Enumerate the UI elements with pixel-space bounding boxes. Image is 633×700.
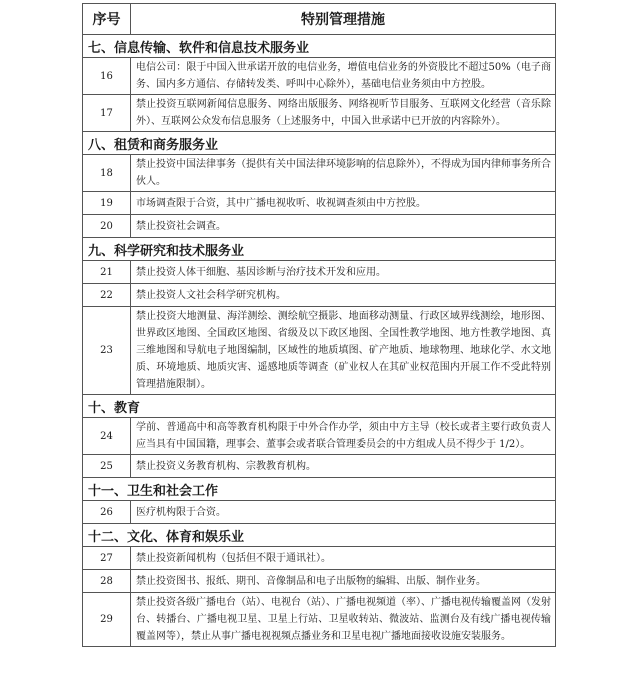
row-text: 禁止投资人文社会科学研究机构。 <box>131 284 556 307</box>
row-number: 20 <box>83 215 131 238</box>
section-title: 九、科学研究和技术服务业 <box>83 238 556 261</box>
row-text: 禁止投资社会调查。 <box>131 215 556 238</box>
row-text: 禁止投资人体干细胞、基因诊断与治疗技术开发和应用。 <box>131 261 556 284</box>
section-title: 十、教育 <box>83 395 556 418</box>
row-text: 禁止投资中国法律事务（提供有关中国法律环境影响的信息除外），不得成为国内律师事务所合伙人。 <box>131 155 556 192</box>
row-text: 医疗机构限于合资。 <box>131 501 556 524</box>
section-row <box>83 35 556 58</box>
table-row <box>83 455 556 478</box>
section-row <box>83 238 556 261</box>
special-measures-table <box>82 3 556 647</box>
row-text: 禁止投资各级广播电台（站）、电视台（站）、广播电视频道（率）、广播电视传输覆盖网（发射台、转播台、广播电视卫星、卫星上行站、卫星收转站、微波站、监测台及有线广播电视传输覆盖网等），禁止从事广播电视视频点播业务和卫星电视广播地面接收设施安装服务。 <box>131 593 556 647</box>
row-number: 28 <box>83 570 131 593</box>
row-number: 25 <box>83 455 131 478</box>
table-header-row <box>83 4 556 35</box>
row-text: 禁止投资互联网新闻信息服务、网络出版服务、网络视听节目服务、互联网文化经营（音乐除外）、互联网公众发布信息服务（上述服务中，中国入世承诺中已开放的内容除外）。 <box>131 95 556 132</box>
section-row <box>83 478 556 501</box>
row-text: 禁止投资义务教育机构、宗教教育机构。 <box>131 455 556 478</box>
row-number: 23 <box>83 307 131 395</box>
row-text: 市场调查限于合资，其中广播电视收听、收视调查须由中方控股。 <box>131 192 556 215</box>
table-row <box>83 593 556 647</box>
table-row <box>83 547 556 570</box>
row-number: 21 <box>83 261 131 284</box>
table-row <box>83 570 556 593</box>
row-number: 27 <box>83 547 131 570</box>
row-text: 禁止投资图书、报纸、期刊、音像制品和电子出版物的编辑、出版、制作业务。 <box>131 570 556 593</box>
table-row <box>83 58 556 95</box>
row-number: 26 <box>83 501 131 524</box>
table-row <box>83 307 556 395</box>
section-title: 八、租赁和商务服务业 <box>83 132 556 155</box>
table-row <box>83 261 556 284</box>
row-number: 16 <box>83 58 131 95</box>
table-row <box>83 95 556 132</box>
row-number: 19 <box>83 192 131 215</box>
header-number: 序号 <box>83 4 131 35</box>
table-row <box>83 192 556 215</box>
row-number: 17 <box>83 95 131 132</box>
row-text: 禁止投资新闻机构（包括但不限于通讯社）。 <box>131 547 556 570</box>
row-text: 电信公司：限于中国入世承诺开放的电信业务，增值电信业务的外资股比不超过50%（电子商务、国内多方通信、存储转发类、呼叫中心除外），基础电信业务须由中方控股。 <box>131 58 556 95</box>
row-number: 29 <box>83 593 131 647</box>
table-row <box>83 501 556 524</box>
section-title: 七、信息传输、软件和信息技术服务业 <box>83 35 556 58</box>
row-number: 18 <box>83 155 131 192</box>
table-row <box>83 215 556 238</box>
table-row <box>83 155 556 192</box>
row-number: 24 <box>83 418 131 455</box>
table-row <box>83 418 556 455</box>
table-row <box>83 284 556 307</box>
row-number: 22 <box>83 284 131 307</box>
section-row <box>83 132 556 155</box>
section-row <box>83 524 556 547</box>
header-measures: 特别管理措施 <box>131 4 556 35</box>
row-text: 禁止投资大地测量、海洋测绘、测绘航空摄影、地面移动测量、行政区域界线测绘，地形图、世界政区地图、全国政区地图、省级及以下政区地图、全国性教学地图、地方性教学地图、真三维地图和导航电子地图编制，区域性的地质填图、矿产地质、地球物理、地球化学、水文地质、环境地质、地质灾害、遥感地质等调查（矿业权人在其矿业权范围内开展工作不受此特别管理措施限制）。 <box>131 307 556 395</box>
row-text: 学前、普通高中和高等教育机构限于中外合作办学，须由中方主导（校长或者主要行政负责人应当具有中国国籍，理事会、董事会或者联合管理委员会的中方组成人员不得少于 1/2）。 <box>131 418 556 455</box>
section-title: 十一、卫生和社会工作 <box>83 478 556 501</box>
section-row <box>83 395 556 418</box>
section-title: 十二、文化、体育和娱乐业 <box>83 524 556 547</box>
